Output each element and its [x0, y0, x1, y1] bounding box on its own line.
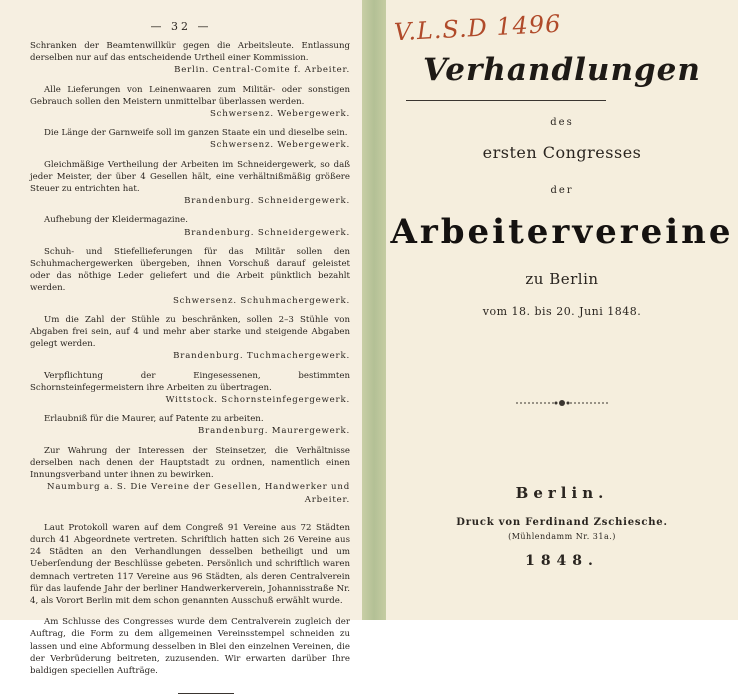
closing-paragraph: Am Schlusse des Congresses wurde dem Centralverein zugleich der Auftrag, die Form zu dem allgemeinen Vereinsstempel schneiden zu lassen und eine Abformung desselben in Blei den einzelnen Vereinen, die der Verbrüderung beitreten, zuzusenden. Wir erwarten darüber Ihre baldigen speciellen Aufträge.: [30, 617, 350, 676]
entry-signature: Schwersenz. Schuhmachergewerk.: [172, 295, 350, 306]
entry-text: Gleichmäßige Vertheilung der Arbeiten im Schneidergewerk, so daß jeder Meister, der über 4 Gesellen hält, eine verhältnißmäßig größere Steuer zu entrichten hat.: [30, 159, 350, 195]
page-number: — 32 —: [150, 20, 212, 33]
left-page: [0, 0, 362, 676]
entry-text: Erlaubniß für die Maurer, auf Patente zu arbeiten.: [44, 414, 264, 425]
entry-text: Schuh- und Stiefellieferungen für das Militär sollen den Schuhmachergewerken übergeben, ihnen Vorschuß darauf geleistet oder das nöthige Leder geliefert und die Arbeit pünktlich bezahlt werden.: [30, 246, 350, 294]
title-zu-berlin: zu Berlin: [525, 270, 599, 288]
entry-signature: Schwersenz. Webergewerk.: [210, 140, 350, 151]
entry-text: Um die Zahl der Stühle zu beschränken, sollen 2–3 Stühle von Abgaben frei sein, auf 4 und mehr aber starke und steigende Abgaben gelegt werden.: [30, 314, 350, 350]
entry-signature: Brandenburg. Schneidergewerk.: [184, 196, 350, 207]
entry-signature: Brandenburg. Schneidergewerk.: [184, 227, 350, 238]
entry-signature: Naumburg a. S. Die Vereine der Gesellen, Handwerker und Arbeiter.: [47, 482, 350, 505]
entry-signature: Schwersenz. Webergewerk.: [210, 109, 350, 120]
title-verhandlungen: Verhandlungen: [423, 52, 701, 88]
entry-signature: Brandenburg. Maurergewerk.: [198, 426, 350, 437]
title-der: der: [550, 185, 574, 196]
entry-signature: Berlin. Central-Comite f. Arbeiter.: [174, 65, 350, 76]
ornament-divider: [512, 398, 612, 408]
title-underline: [406, 100, 606, 101]
date-line: vom 18. bis 20. Juni 1848.: [482, 305, 642, 318]
title-arbeitervereine: Arbeitervereine: [390, 212, 734, 252]
imprint-printer: Druck von Ferdinand Zschiesche.: [456, 517, 668, 528]
book-gutter: [362, 0, 386, 620]
imprint-place: Berlin.: [515, 484, 609, 502]
entry-text: Aufhebung der Kleidermagazine.: [44, 215, 188, 226]
protocol-paragraph: Laut Protokoll waren auf dem Congreß 91 Vereine aus 72 Städten durch 41 Abgeordnete vertreten. Schriftlich hatten sich 26 Vereine aus 24 Städten an den Verhandlungen desselben betheiligt und um Ueberſendung der Beschlüsse gebeten. Persönlich und schriftlich waren demnach vertreten 117 Vereine aus 96 Städten, als deren Centralverein für das laufende Jahr der berliner Handwerkerverein, Johannisstraße Nr. 4, als Vorort Berlin mit dem schon genannten Ausschuß erwählt wurde.: [30, 522, 350, 606]
entry-text: Die Länge der Garnweife soll im ganzen Staate ein und dieselbe sein.: [44, 128, 348, 139]
entry-text: Alle Lieferungen von Leinenwaaren zum Militär- oder sonstigen Gebrauch sollen den Meistern unmittelbar überlassen werden.: [30, 84, 350, 107]
title-ersten-congresses: ersten Congresses: [482, 143, 642, 162]
title-des: des: [550, 117, 574, 128]
entry-text: Verpflichtung der Eingesessenen, bestimmten Schornsteinfegermeistern ihre Arbeiten zu übertragen.: [30, 370, 350, 393]
entry-text: Schranken der Beamtenwillkür gegen die Arbeitsleute. Entlassung derselben nur auf das entscheidende Urtheil einer Kommission.: [30, 41, 350, 64]
imprint-address: (Mühlendamm Nr. 31a.): [508, 532, 616, 541]
left-page-text: [30, 40, 350, 694]
entry-signature: Wittstock. Schornsteinfegergewerk.: [165, 395, 350, 406]
imprint-year: 1848.: [525, 553, 599, 569]
entry-text: Zur Wahrung der Interessen der Steinsetzer, die Verhältnisse derselben nach denen der Hauptstadt zu ordnen, namentlich einen Innungsverband unter ihnen zu bewirken.: [30, 445, 350, 481]
handwritten-shelfmark: V.L.S.D 1496: [393, 9, 563, 47]
entry-signature: Brandenburg. Tuchmachergewerk.: [173, 351, 350, 362]
